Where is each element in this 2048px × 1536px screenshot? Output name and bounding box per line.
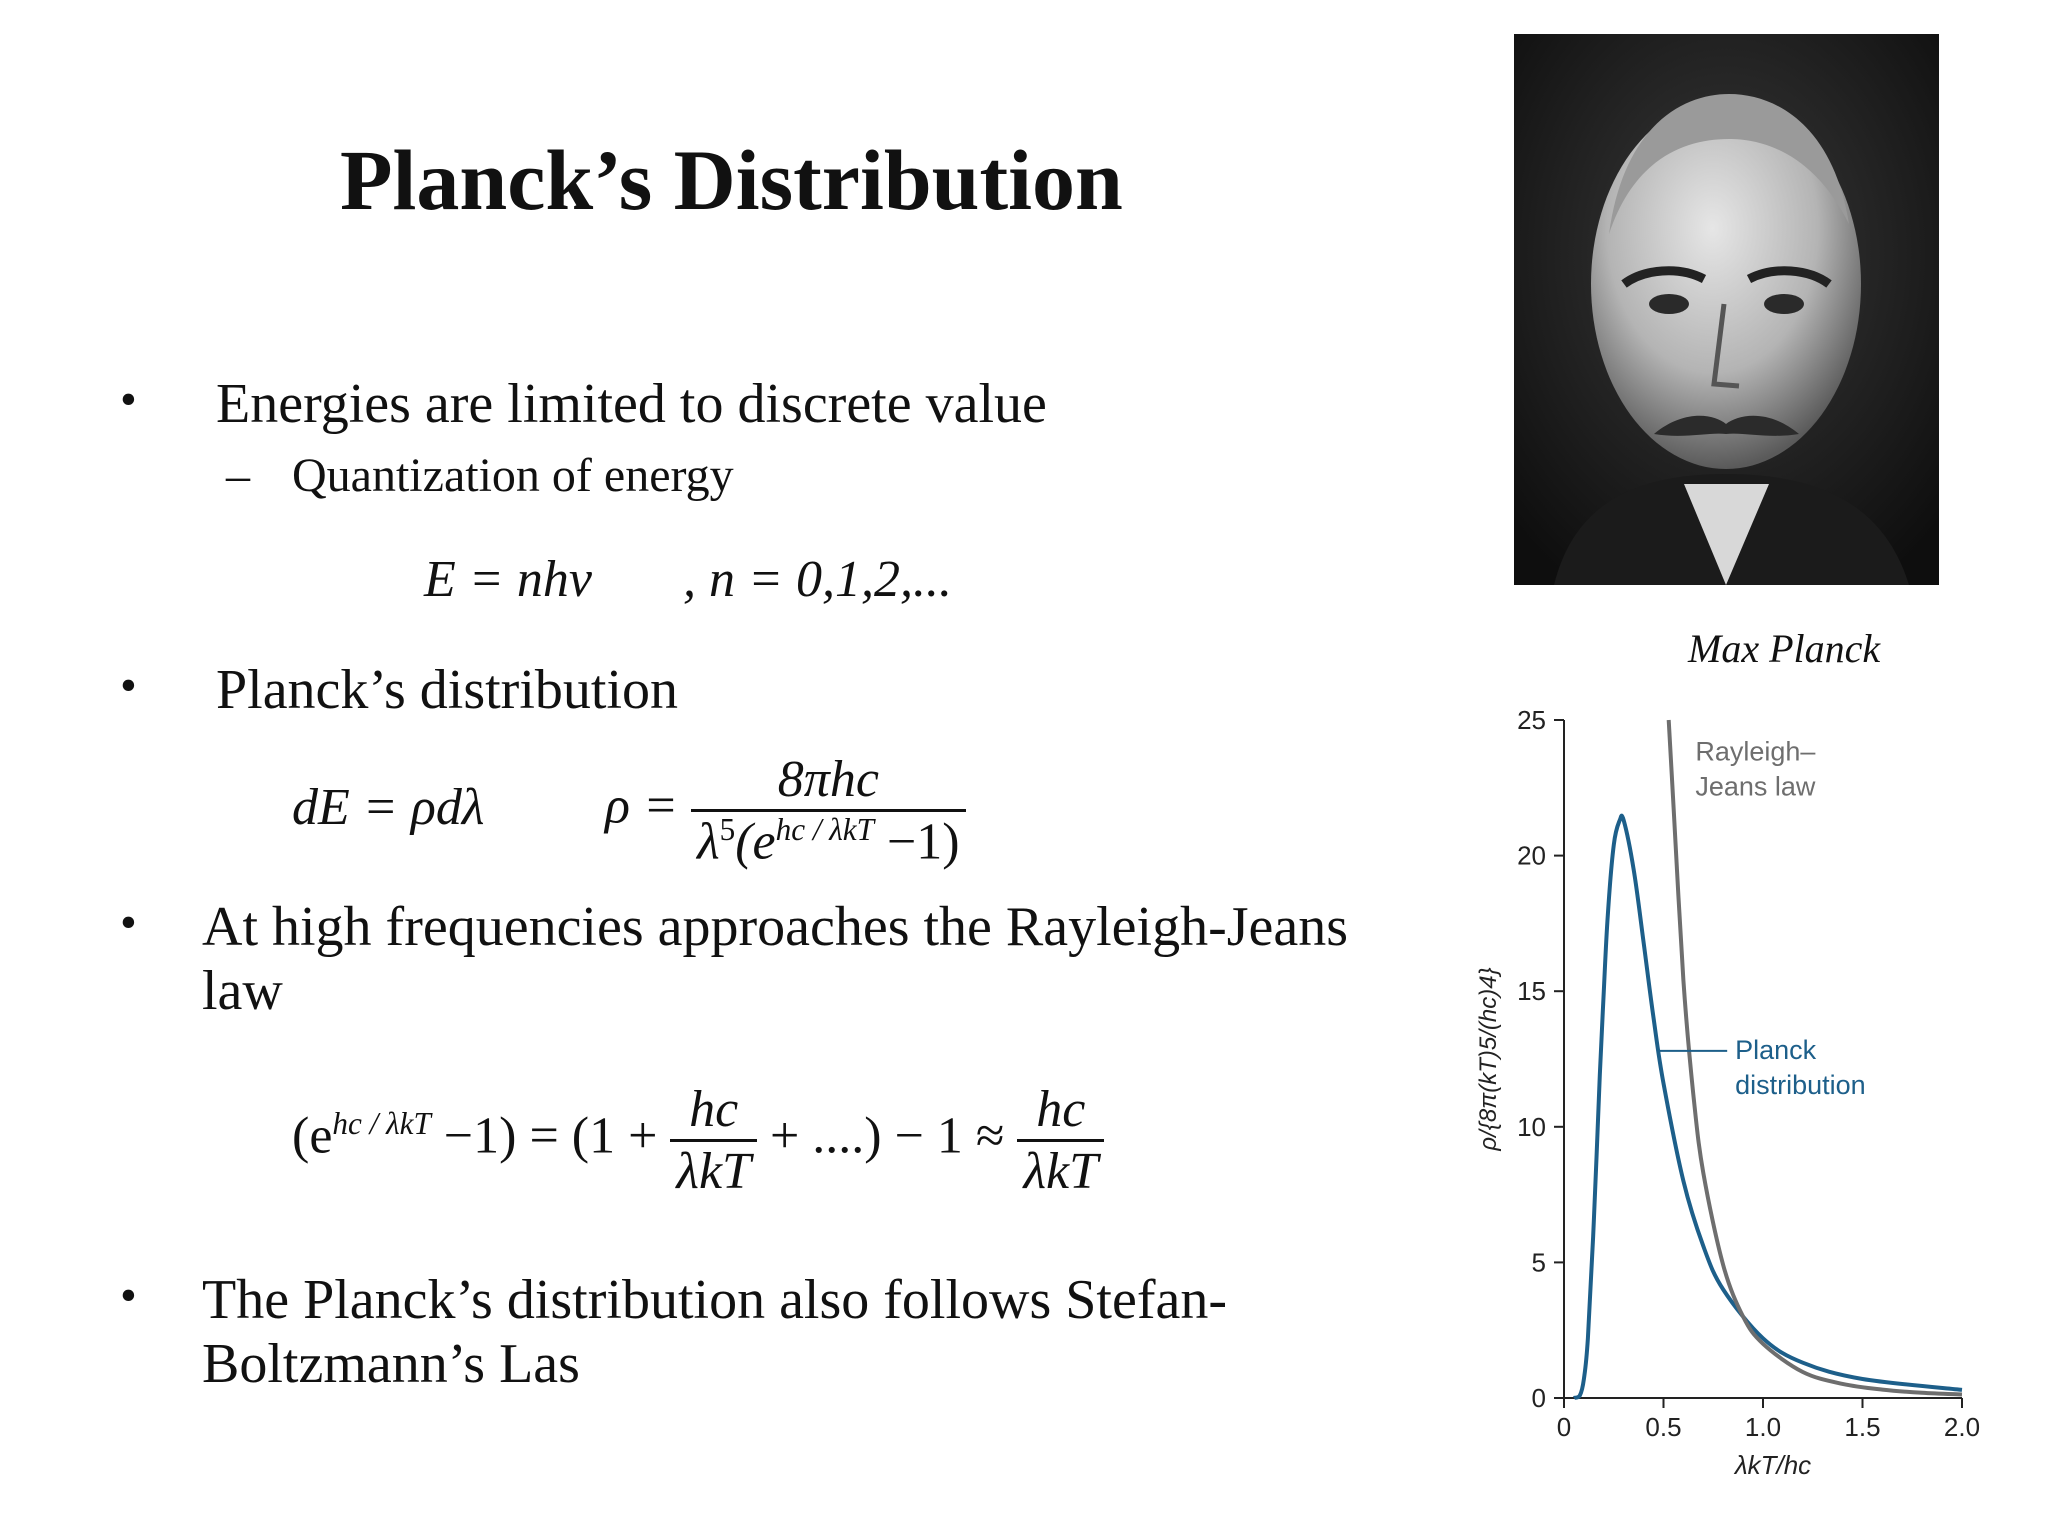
x-tick-label: 0 xyxy=(1556,1412,1572,1442)
equation-rho-denominator xyxy=(691,809,966,871)
bullet-dot: • xyxy=(120,1269,137,1322)
denominator-exp-base: (e xyxy=(735,813,776,871)
denominator-lambda: λ xyxy=(697,813,720,871)
y-tick-label: 10 xyxy=(1517,1111,1546,1142)
bullet-dot: • xyxy=(120,373,137,426)
equation-rho xyxy=(605,750,966,871)
x-axis-title: λkT/hc xyxy=(1734,1450,1812,1480)
bullet-rayleigh-jeans xyxy=(202,895,1348,1023)
equation-rho-numerator: 8πhc xyxy=(777,751,879,808)
expansion-open: (e xyxy=(292,1107,333,1165)
planck-label-line2: distribution xyxy=(1735,1069,1866,1100)
bullet-rayleigh-jeans-line2: law xyxy=(202,960,283,1022)
sub-bullet-quantization: Quantization of energy xyxy=(292,449,734,502)
planck-distribution-line xyxy=(1574,816,1962,1398)
y-tick-label: 25 xyxy=(1517,705,1546,735)
rayleigh-jeans-label-line1: Rayleigh– xyxy=(1695,736,1816,767)
planck-rayleigh-jeans-chart xyxy=(1460,690,2000,1490)
equation-rho-lhs: ρ = xyxy=(605,777,679,835)
denominator-power-5: 5 xyxy=(719,812,736,847)
y-tick-label: 20 xyxy=(1517,840,1546,871)
fraction-1-numerator: hc xyxy=(689,1081,739,1138)
fraction-2-denominator: λkT xyxy=(1017,1139,1104,1201)
bullet-stefan-boltzmann-line2: Boltzmann’s Las xyxy=(202,1333,580,1395)
x-tick-label: 1.5 xyxy=(1844,1412,1881,1442)
slide-title: Planck’s Distribution xyxy=(340,132,1123,228)
fraction-1-denominator: λkT xyxy=(670,1139,757,1201)
equation-energy-quantization xyxy=(424,550,952,609)
expansion-exponent: hc / λkT xyxy=(332,1106,431,1142)
denominator-exponent: hc / λkT xyxy=(775,812,874,847)
photo-caption: Max Planck xyxy=(1688,626,1881,671)
y-tick-label: 5 xyxy=(1531,1247,1546,1278)
x-tick-label: 1.0 xyxy=(1744,1412,1782,1442)
sub-bullet-dash: – xyxy=(226,449,250,502)
expansion-fraction-1 xyxy=(670,1080,757,1201)
bullet-rayleigh-jeans-line1: At high frequencies approaches the Rayleigh-Jeans xyxy=(202,896,1349,958)
expansion-fraction-2 xyxy=(1017,1080,1104,1201)
expansion-tail: + ....) − 1 ≈ xyxy=(769,1107,1005,1165)
x-tick-label: 2.0 xyxy=(1943,1412,1981,1442)
denominator-minus-one: −1) xyxy=(873,813,960,871)
y-axis-title: ρ/{8π(kT)5/(hc)4} xyxy=(1475,967,1502,1151)
max-planck-photo xyxy=(1514,34,1939,585)
expansion-middle: −1) = (1 + xyxy=(430,1107,658,1165)
bullet-stefan-boltzmann xyxy=(202,1268,1227,1396)
bullet-dot: • xyxy=(120,659,137,712)
bullet-dot: • xyxy=(120,896,137,949)
equation-energy-lhs: E = nhν xyxy=(424,551,592,608)
x-tick-label: 0.5 xyxy=(1645,1412,1682,1442)
bullet-stefan-boltzmann-line1: The Planck’s distribution also follows Stefan- xyxy=(202,1269,1227,1331)
rayleigh-jeans-label-line2: Jeans law xyxy=(1695,771,1816,802)
planck-label-line1: Planck xyxy=(1735,1034,1817,1065)
y-tick-label: 15 xyxy=(1517,976,1546,1007)
equation-expansion xyxy=(292,1080,1104,1201)
equation-de: dE = ρdλ xyxy=(292,779,485,836)
bullet-energies-discrete: Energies are limited to discrete value xyxy=(216,373,1047,435)
portrait-illustration xyxy=(1514,34,1939,585)
bullet-planck-distribution: Planck’s distribution xyxy=(216,659,678,721)
y-tick-label: 0 xyxy=(1531,1383,1546,1413)
equation-energy-n-values: , n = 0,1,2,... xyxy=(682,551,953,608)
fraction-2-numerator: hc xyxy=(1036,1081,1086,1138)
equation-rho-fraction xyxy=(691,750,966,871)
